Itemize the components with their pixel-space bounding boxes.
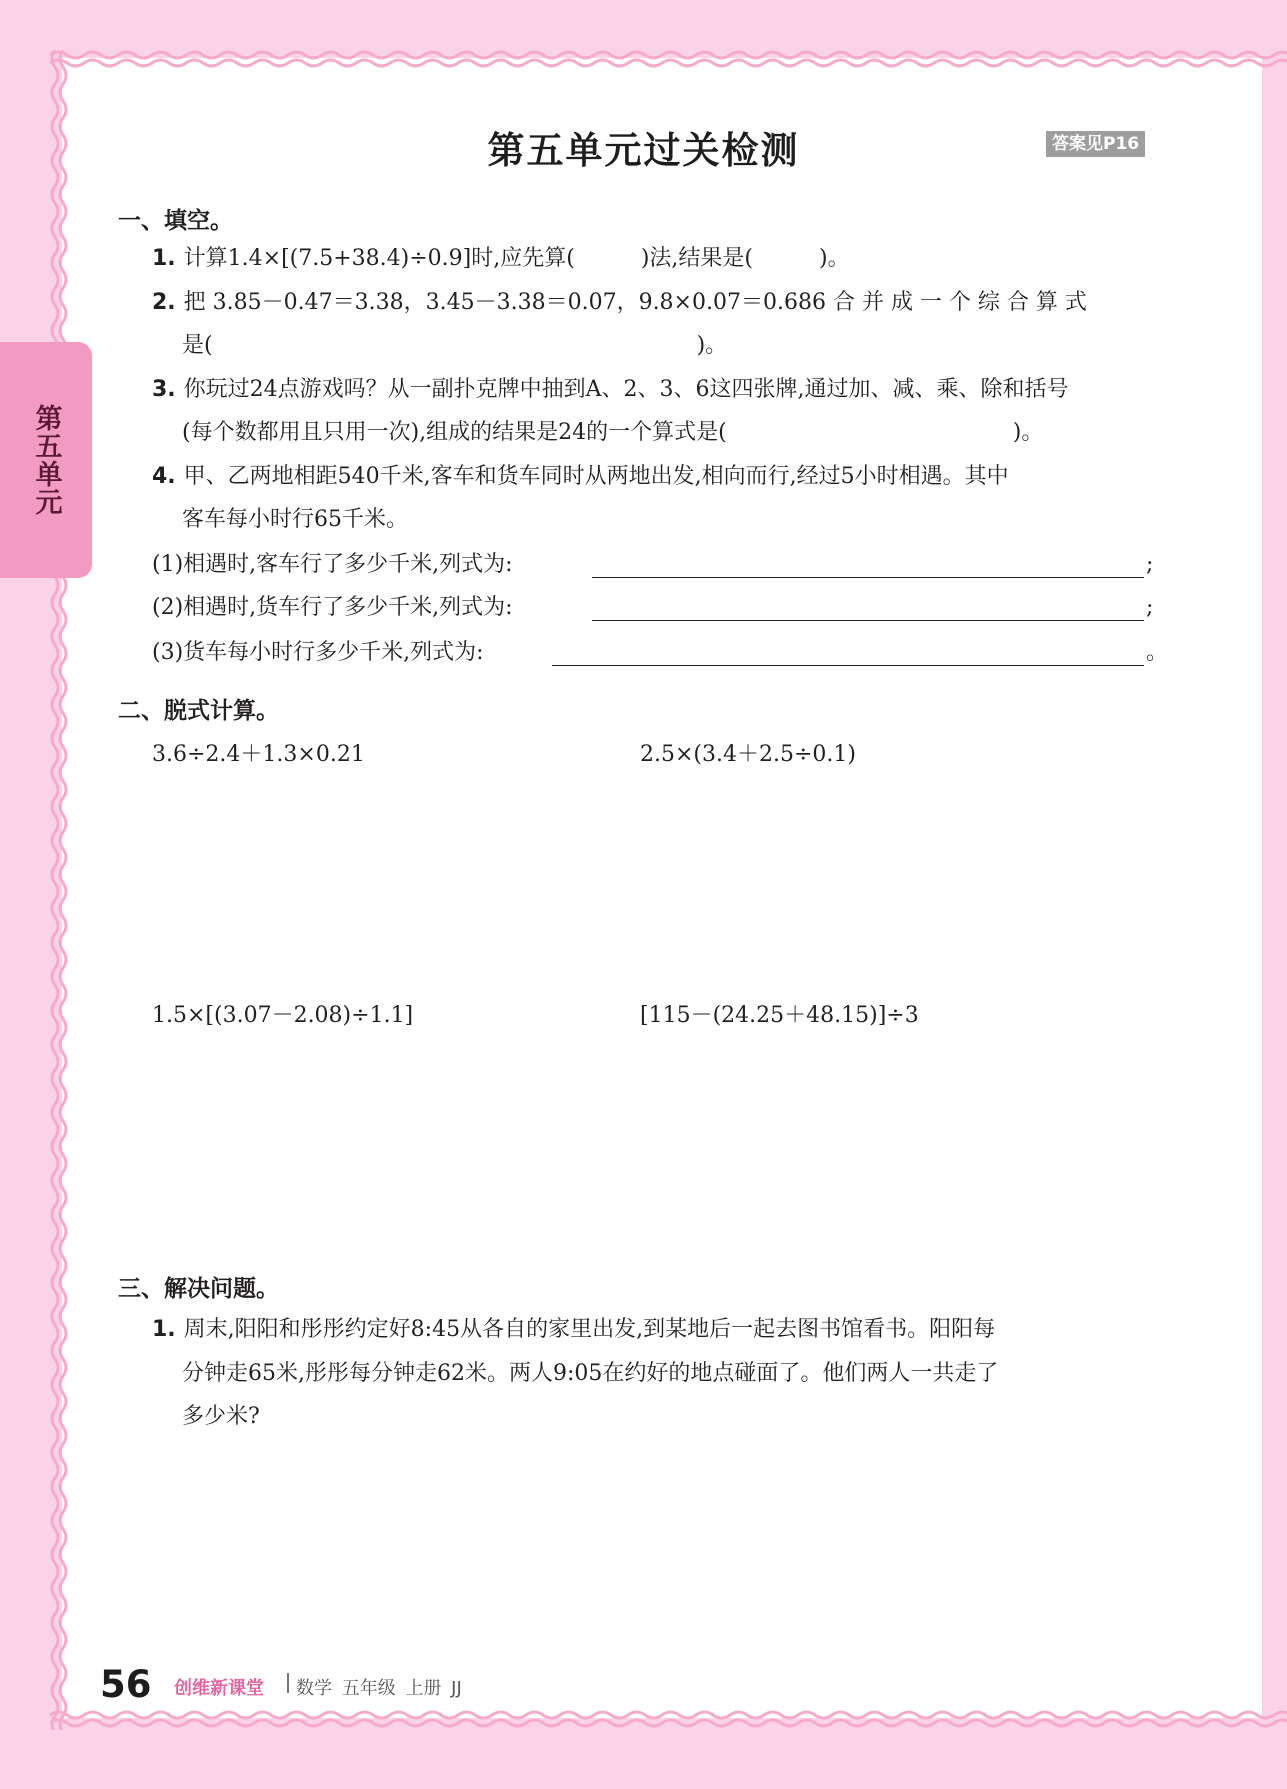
- problem-1-text: 周末,阳阳和彤彤约定好8:45从各自的家里出发,到某地后一起去图书馆看书。阳阳每: [183, 1317, 996, 1342]
- question-1: [152, 244, 850, 274]
- problem-1-line-1: [152, 1315, 995, 1345]
- question-4-line-2: 客车每小时行65千米。: [182, 507, 408, 532]
- question-number: 1.: [152, 246, 176, 271]
- question-3-text: 你玩过24点游戏吗？从一副扑克牌中抽到A、2、3、6这四张牌,通过加、减、乘、除和括号: [183, 377, 1069, 402]
- question-number: 2.: [152, 290, 176, 315]
- answer-reference-badge: 答案见P16: [1046, 131, 1145, 157]
- answer-blank-line[interactable]: [552, 665, 1144, 666]
- footer-separator: [287, 1673, 289, 1693]
- answer-blank-line[interactable]: [592, 620, 1144, 621]
- question-number: 3.: [152, 377, 176, 402]
- question-2-line-2: 是( )。: [182, 333, 728, 358]
- page-number: 56: [100, 1663, 152, 1706]
- question-3-line-2: (每个数都用且只用一次),组成的结果是24的一个算式是( )。: [182, 420, 1044, 445]
- question-number: 4.: [152, 464, 176, 489]
- section-heading-fill-blank: 一、填空。: [118, 208, 233, 234]
- calc-expression-b: 2.5×(3.4＋2.5÷0.1): [640, 742, 856, 767]
- question-4-sub-1: (1)相遇时,客车行了多少千米,列式为:: [152, 552, 513, 577]
- brand-name: 创维新课堂: [174, 1678, 264, 1699]
- question-4-sub-3: (3)货车每小时行多少千米,列式为:: [152, 640, 484, 665]
- calc-expression-a: 3.6÷2.4＋1.3×0.21: [152, 742, 365, 767]
- section-heading-calculation: 二、脱式计算。: [118, 698, 279, 724]
- question-3-line-1: [152, 375, 1069, 405]
- problem-1-line-3: 多少米?: [182, 1404, 260, 1429]
- question-4-sub-3-end: 。: [1146, 640, 1169, 665]
- question-4-sub-2: (2)相遇时,货车行了多少千米,列式为:: [152, 595, 513, 620]
- unit-side-tab-label: 第五单元: [30, 404, 62, 516]
- page-title: 第五单元过关检测: [487, 129, 800, 172]
- question-2-line-1: [152, 288, 1087, 318]
- book-info: 数学 五年级 上册 JJ: [296, 1678, 462, 1699]
- problem-1-line-2: 分钟走65米,彤彤每分钟走62米。两人9:05在约好的地点碰面了。他们两人一共走了: [182, 1361, 999, 1386]
- section-heading-problems: 三、解决问题。: [118, 1276, 279, 1302]
- question-number: 1.: [152, 1317, 176, 1342]
- calc-expression-c: 1.5×[(3.07－2.08)÷1.1]: [152, 1003, 414, 1028]
- question-4-sub-1-end: ;: [1146, 552, 1154, 577]
- question-4-sub-2-end: ;: [1146, 595, 1154, 620]
- calc-expression-d: [115－(24.25＋48.15)]÷3: [640, 1003, 919, 1028]
- answer-blank-line[interactable]: [592, 577, 1144, 578]
- question-2-text: 把 3.85－0.47＝3.38，3.45－3.38＝0.07，9.8×0.07＝0.686 合 并 成 一 个 综 合 算 式: [183, 290, 1087, 315]
- question-1-text: 计算1.4×[(7.5+38.4)÷0.9]时,应先算( )法,结果是( )。: [183, 246, 850, 271]
- question-4-line-1: [152, 462, 1009, 492]
- question-4-text: 甲、乙两地相距540千米,客车和货车同时从两地出发,相向而行,经过5小时相遇。其中: [183, 464, 1009, 489]
- unit-side-tab: [0, 342, 92, 578]
